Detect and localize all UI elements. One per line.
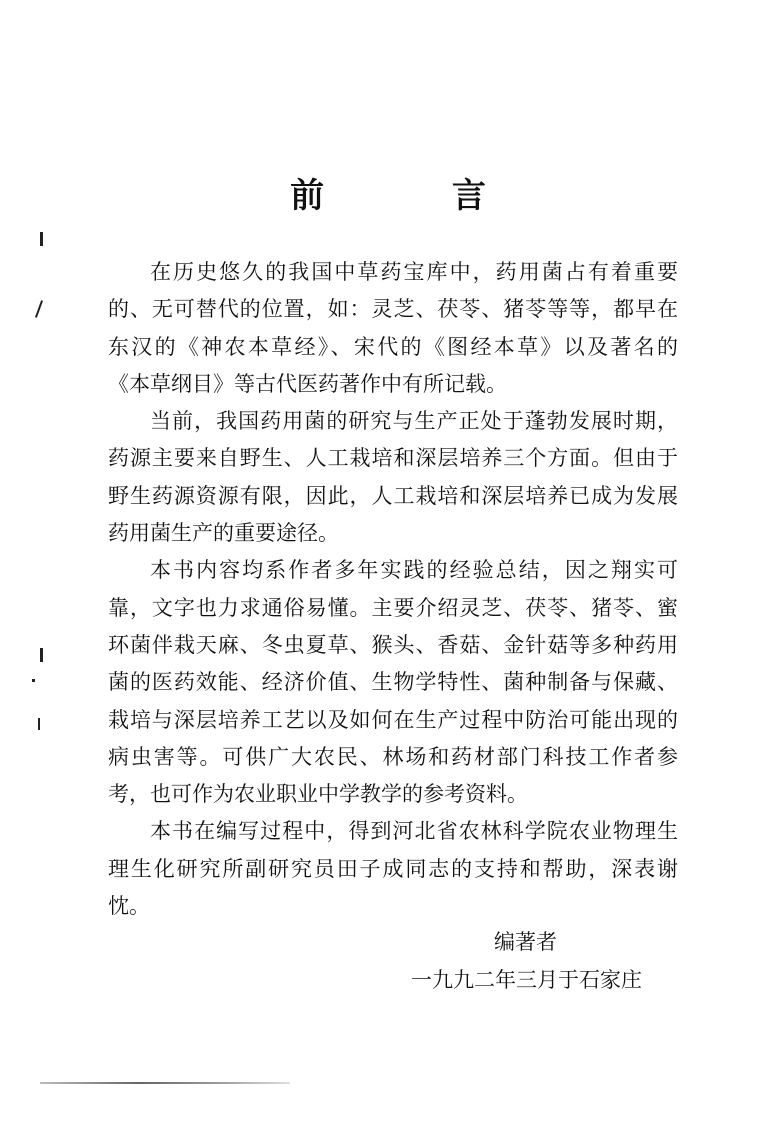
text-line: 病虫害等。可供广大农民、林场和药材部门科技工作者参: [108, 744, 678, 769]
text-line: 靠，文字也力求通俗易懂。主要介绍灵芝、茯苓、猪苓、蜜: [108, 595, 678, 620]
text-line: 环菌伴栽天麻、冬虫夏草、猴头、香菇、金针菇等多种药用: [108, 632, 678, 657]
text-line: 考，也可作为农业职业中学教学的参考资料。: [108, 782, 528, 807]
preface-body: [108, 254, 678, 925]
text-line: 的、无可替代的位置，如：灵芝、茯苓、猪苓等等，都早在: [108, 297, 678, 322]
text-line: 当前，我国药用菌的研究与生产正处于蓬勃发展时期，: [150, 409, 678, 434]
text-line: 本书在编写过程中，得到河北省农林科学院农业物理生: [150, 819, 678, 844]
text-line: 东汉的《神农本草经》、宋代的《图经本草》以及著名的: [108, 334, 678, 359]
text-line: 药源主要来自野生、人工栽培和深层培养三个方面。但由于: [108, 446, 678, 471]
scan-speck: [40, 232, 43, 246]
paragraph: [108, 813, 678, 925]
scan-speck: [35, 300, 43, 318]
text-line: 《本草纲目》等古代医药著作中有所记载。: [108, 371, 507, 396]
author-signature: 编著者: [494, 930, 557, 954]
scan-speck: [32, 679, 35, 682]
scan-speck: [40, 648, 43, 662]
paragraph: [108, 403, 678, 552]
text-line: 菌的医药效能、经济价值、生物学特性、菌种制备与保藏、: [108, 670, 678, 695]
date-place: 一九九二年三月于石家庄: [411, 968, 642, 992]
text-line: 栽培与深层培养工艺以及如何在生产过程中防治可能出现的: [108, 707, 678, 732]
text-line: 理生化研究所副研究员田子成同志的支持和帮助，深表谢: [108, 856, 678, 881]
paragraph: [108, 552, 678, 813]
scan-speck: [38, 718, 40, 730]
text-line: 在历史悠久的我国中草药宝库中，药用菌占有着重要: [150, 260, 678, 284]
text-line: 野生药源资源有限，因此，人工栽培和深层培养已成为发展: [108, 483, 678, 508]
page-title: 前 言: [290, 176, 544, 216]
text-line: 本书内容均系作者多年实践的经验总结，因之翔实可: [150, 558, 678, 583]
text-line: 忱。: [108, 894, 150, 919]
text-line: 药用菌生产的重要途径。: [108, 521, 339, 546]
paragraph: [108, 254, 678, 403]
scan-edge-line: [40, 1082, 290, 1084]
